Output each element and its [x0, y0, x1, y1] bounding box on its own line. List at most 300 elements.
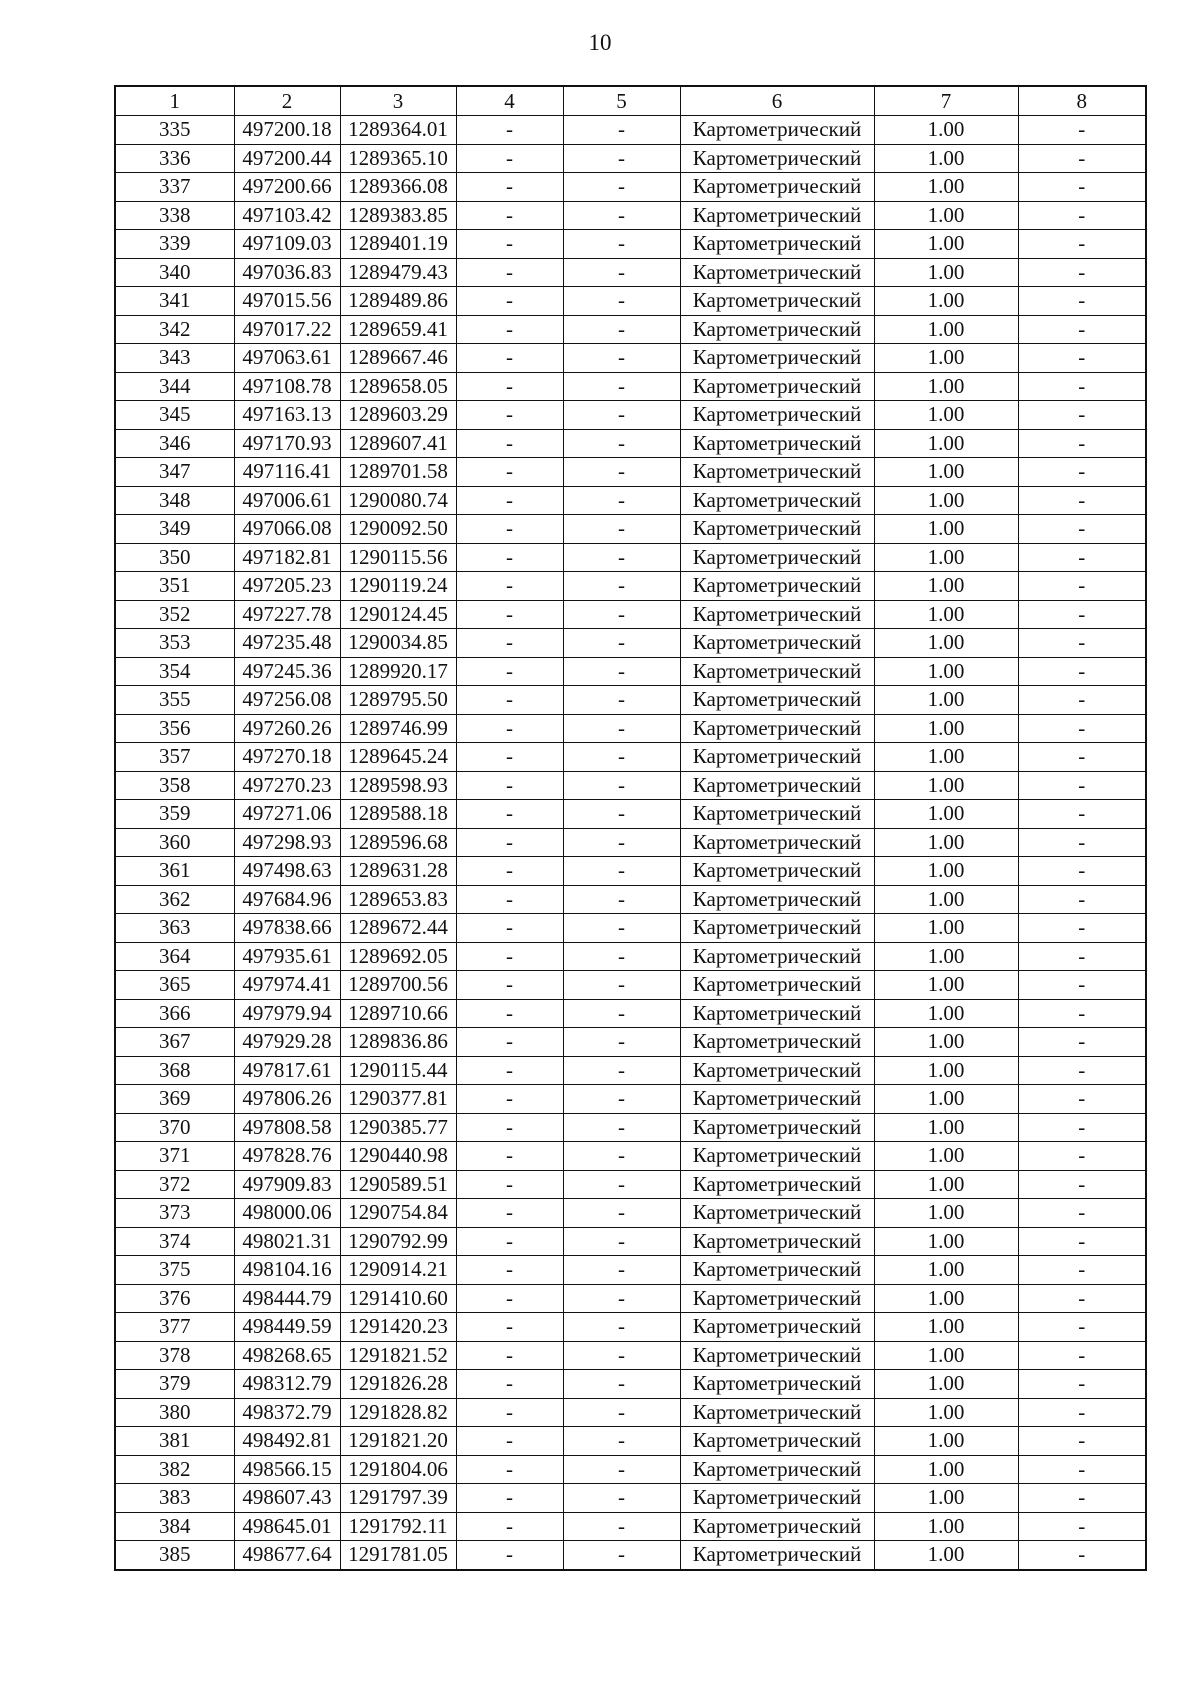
method-cell: Картометрический — [680, 743, 874, 772]
col8-cell: - — [1018, 116, 1146, 145]
table-row — [115, 1284, 1146, 1313]
table-row — [115, 1427, 1146, 1456]
col5-cell: - — [563, 971, 680, 1000]
y-coordinate-cell: 1289710.66 — [340, 999, 456, 1028]
method-cell: Картометрический — [680, 1541, 874, 1570]
y-coordinate-cell: 1290092.50 — [340, 515, 456, 544]
accuracy-cell: 1.00 — [874, 828, 1018, 857]
x-coordinate-cell: 497909.83 — [234, 1170, 340, 1199]
accuracy-cell: 1.00 — [874, 116, 1018, 145]
method-cell: Картометрический — [680, 1370, 874, 1399]
table-row — [115, 1227, 1146, 1256]
col4-cell: - — [456, 1256, 563, 1285]
accuracy-cell: 1.00 — [874, 372, 1018, 401]
x-coordinate-cell: 497270.18 — [234, 743, 340, 772]
col4-cell: - — [456, 572, 563, 601]
x-coordinate-cell: 497684.96 — [234, 885, 340, 914]
col8-cell: - — [1018, 1398, 1146, 1427]
accuracy-cell: 1.00 — [874, 1484, 1018, 1513]
col5-cell: - — [563, 942, 680, 971]
method-cell: Картометрический — [680, 1455, 874, 1484]
col8-cell: - — [1018, 1170, 1146, 1199]
accuracy-cell: 1.00 — [874, 1170, 1018, 1199]
table-row — [115, 1028, 1146, 1057]
x-coordinate-cell: 497935.61 — [234, 942, 340, 971]
x-coordinate-cell: 497170.93 — [234, 429, 340, 458]
column-header-5: 5 — [563, 86, 680, 116]
col4-cell: - — [456, 1199, 563, 1228]
col5-cell: - — [563, 857, 680, 886]
col4-cell: - — [456, 1142, 563, 1171]
col5-cell: - — [563, 401, 680, 430]
col8-cell: - — [1018, 1484, 1146, 1513]
col5-cell: - — [563, 1085, 680, 1114]
y-coordinate-cell: 1290440.98 — [340, 1142, 456, 1171]
y-coordinate-cell: 1291821.52 — [340, 1341, 456, 1370]
table-row — [115, 1256, 1146, 1285]
col8-cell: - — [1018, 144, 1146, 173]
col5-cell: - — [563, 429, 680, 458]
table-row — [115, 771, 1146, 800]
col8-cell: - — [1018, 458, 1146, 487]
table-row — [115, 629, 1146, 658]
x-coordinate-cell: 497828.76 — [234, 1142, 340, 1171]
point-number-cell: 357 — [115, 743, 234, 772]
col4-cell: - — [456, 629, 563, 658]
col4-cell: - — [456, 1227, 563, 1256]
table-row — [115, 201, 1146, 230]
table-row — [115, 1341, 1146, 1370]
accuracy-cell: 1.00 — [874, 144, 1018, 173]
col8-cell: - — [1018, 629, 1146, 658]
col8-cell: - — [1018, 173, 1146, 202]
y-coordinate-cell: 1290754.84 — [340, 1199, 456, 1228]
col5-cell: - — [563, 173, 680, 202]
table-row — [115, 914, 1146, 943]
column-header-3: 3 — [340, 86, 456, 116]
point-number-cell: 335 — [115, 116, 234, 145]
y-coordinate-cell: 1290080.74 — [340, 486, 456, 515]
table-row — [115, 828, 1146, 857]
col5-cell: - — [563, 201, 680, 230]
point-number-cell: 341 — [115, 287, 234, 316]
table-row — [115, 714, 1146, 743]
col8-cell: - — [1018, 1256, 1146, 1285]
accuracy-cell: 1.00 — [874, 657, 1018, 686]
col8-cell: - — [1018, 1085, 1146, 1114]
method-cell: Картометрический — [680, 1142, 874, 1171]
col4-cell: - — [456, 1541, 563, 1570]
table-row — [115, 1170, 1146, 1199]
point-number-cell: 355 — [115, 686, 234, 715]
col8-cell: - — [1018, 1313, 1146, 1342]
method-cell: Картометрический — [680, 486, 874, 515]
method-cell: Картометрический — [680, 857, 874, 886]
x-coordinate-cell: 497838.66 — [234, 914, 340, 943]
col5-cell: - — [563, 1455, 680, 1484]
method-cell: Картометрический — [680, 116, 874, 145]
point-number-cell: 383 — [115, 1484, 234, 1513]
x-coordinate-cell: 498566.15 — [234, 1455, 340, 1484]
x-coordinate-cell: 498444.79 — [234, 1284, 340, 1313]
col5-cell: - — [563, 458, 680, 487]
x-coordinate-cell: 497109.03 — [234, 230, 340, 259]
y-coordinate-cell: 1289659.41 — [340, 315, 456, 344]
col5-cell: - — [563, 686, 680, 715]
accuracy-cell: 1.00 — [874, 1028, 1018, 1057]
method-cell: Картометрический — [680, 1398, 874, 1427]
col5-cell: - — [563, 914, 680, 943]
col8-cell: - — [1018, 1028, 1146, 1057]
col5-cell: - — [563, 1398, 680, 1427]
col4-cell: - — [456, 1028, 563, 1057]
table-row — [115, 1199, 1146, 1228]
point-number-cell: 346 — [115, 429, 234, 458]
accuracy-cell: 1.00 — [874, 971, 1018, 1000]
col4-cell: - — [456, 743, 563, 772]
point-number-cell: 362 — [115, 885, 234, 914]
col5-cell: - — [563, 144, 680, 173]
col5-cell: - — [563, 1142, 680, 1171]
col8-cell: - — [1018, 258, 1146, 287]
method-cell: Картометрический — [680, 885, 874, 914]
col4-cell: - — [456, 372, 563, 401]
method-cell: Картометрический — [680, 914, 874, 943]
x-coordinate-cell: 497006.61 — [234, 486, 340, 515]
method-cell: Картометрический — [680, 1056, 874, 1085]
column-header-6: 6 — [680, 86, 874, 116]
point-number-cell: 369 — [115, 1085, 234, 1114]
col4-cell: - — [456, 486, 563, 515]
accuracy-cell: 1.00 — [874, 344, 1018, 373]
col8-cell: - — [1018, 515, 1146, 544]
y-coordinate-cell: 1289489.86 — [340, 287, 456, 316]
col4-cell: - — [456, 1284, 563, 1313]
accuracy-cell: 1.00 — [874, 629, 1018, 658]
point-number-cell: 342 — [115, 315, 234, 344]
method-cell: Картометрический — [680, 1427, 874, 1456]
col4-cell: - — [456, 999, 563, 1028]
col4-cell: - — [456, 1455, 563, 1484]
col8-cell: - — [1018, 999, 1146, 1028]
table-row — [115, 458, 1146, 487]
col8-cell: - — [1018, 344, 1146, 373]
table-row — [115, 1142, 1146, 1171]
table-row — [115, 116, 1146, 145]
y-coordinate-cell: 1290124.45 — [340, 600, 456, 629]
accuracy-cell: 1.00 — [874, 1370, 1018, 1399]
column-header-8: 8 — [1018, 86, 1146, 116]
accuracy-cell: 1.00 — [874, 1113, 1018, 1142]
col8-cell: - — [1018, 1455, 1146, 1484]
table-row — [115, 287, 1146, 316]
col4-cell: - — [456, 771, 563, 800]
col8-cell: - — [1018, 800, 1146, 829]
point-number-cell: 378 — [115, 1341, 234, 1370]
col5-cell: - — [563, 344, 680, 373]
table-row — [115, 315, 1146, 344]
col5-cell: - — [563, 1056, 680, 1085]
point-number-cell: 382 — [115, 1455, 234, 1484]
point-number-cell: 344 — [115, 372, 234, 401]
method-cell: Картометрический — [680, 999, 874, 1028]
col5-cell: - — [563, 1199, 680, 1228]
point-number-cell: 337 — [115, 173, 234, 202]
col5-cell: - — [563, 1313, 680, 1342]
point-number-cell: 340 — [115, 258, 234, 287]
col5-cell: - — [563, 771, 680, 800]
x-coordinate-cell: 497806.26 — [234, 1085, 340, 1114]
table-body — [115, 116, 1146, 1570]
point-number-cell: 338 — [115, 201, 234, 230]
col5-cell: - — [563, 287, 680, 316]
accuracy-cell: 1.00 — [874, 1541, 1018, 1570]
col5-cell: - — [563, 1541, 680, 1570]
point-number-cell: 371 — [115, 1142, 234, 1171]
col5-cell: - — [563, 258, 680, 287]
x-coordinate-cell: 497808.58 — [234, 1113, 340, 1142]
point-number-cell: 356 — [115, 714, 234, 743]
col4-cell: - — [456, 800, 563, 829]
table-row — [115, 1541, 1146, 1570]
col8-cell: - — [1018, 1512, 1146, 1541]
point-number-cell: 377 — [115, 1313, 234, 1342]
table-row — [115, 1484, 1146, 1513]
y-coordinate-cell: 1291420.23 — [340, 1313, 456, 1342]
col4-cell: - — [456, 287, 563, 316]
col4-cell: - — [456, 1512, 563, 1541]
table-row — [115, 971, 1146, 1000]
y-coordinate-cell: 1291792.11 — [340, 1512, 456, 1541]
y-coordinate-cell: 1289645.24 — [340, 743, 456, 772]
col8-cell: - — [1018, 771, 1146, 800]
x-coordinate-cell: 497235.48 — [234, 629, 340, 658]
col8-cell: - — [1018, 1199, 1146, 1228]
accuracy-cell: 1.00 — [874, 885, 1018, 914]
col4-cell: - — [456, 315, 563, 344]
col8-cell: - — [1018, 1142, 1146, 1171]
y-coordinate-cell: 1289383.85 — [340, 201, 456, 230]
accuracy-cell: 1.00 — [874, 1256, 1018, 1285]
x-coordinate-cell: 497227.78 — [234, 600, 340, 629]
method-cell: Картометрический — [680, 287, 874, 316]
point-number-cell: 350 — [115, 543, 234, 572]
y-coordinate-cell: 1289401.19 — [340, 230, 456, 259]
col5-cell: - — [563, 743, 680, 772]
column-header-7: 7 — [874, 86, 1018, 116]
point-number-cell: 379 — [115, 1370, 234, 1399]
point-number-cell: 363 — [115, 914, 234, 943]
point-number-cell: 339 — [115, 230, 234, 259]
accuracy-cell: 1.00 — [874, 201, 1018, 230]
y-coordinate-cell: 1290792.99 — [340, 1227, 456, 1256]
col4-cell: - — [456, 144, 563, 173]
y-coordinate-cell: 1289667.46 — [340, 344, 456, 373]
col5-cell: - — [563, 629, 680, 658]
accuracy-cell: 1.00 — [874, 458, 1018, 487]
col5-cell: - — [563, 828, 680, 857]
accuracy-cell: 1.00 — [874, 771, 1018, 800]
col5-cell: - — [563, 1170, 680, 1199]
method-cell: Картометрический — [680, 1284, 874, 1313]
col8-cell: - — [1018, 572, 1146, 601]
x-coordinate-cell: 497063.61 — [234, 344, 340, 373]
col5-cell: - — [563, 1227, 680, 1256]
table-row — [115, 372, 1146, 401]
col4-cell: - — [456, 344, 563, 373]
col8-cell: - — [1018, 657, 1146, 686]
x-coordinate-cell: 497200.66 — [234, 173, 340, 202]
col8-cell: - — [1018, 401, 1146, 430]
table-row — [115, 1370, 1146, 1399]
y-coordinate-cell: 1289365.10 — [340, 144, 456, 173]
x-coordinate-cell: 497200.18 — [234, 116, 340, 145]
table-row — [115, 258, 1146, 287]
table-row — [115, 173, 1146, 202]
y-coordinate-cell: 1289701.58 — [340, 458, 456, 487]
x-coordinate-cell: 497015.56 — [234, 287, 340, 316]
y-coordinate-cell: 1289836.86 — [340, 1028, 456, 1057]
method-cell: Картометрический — [680, 458, 874, 487]
col4-cell: - — [456, 258, 563, 287]
col4-cell: - — [456, 1398, 563, 1427]
point-number-cell: 336 — [115, 144, 234, 173]
col4-cell: - — [456, 515, 563, 544]
x-coordinate-cell: 497108.78 — [234, 372, 340, 401]
col5-cell: - — [563, 600, 680, 629]
method-cell: Картометрический — [680, 1256, 874, 1285]
accuracy-cell: 1.00 — [874, 230, 1018, 259]
x-coordinate-cell: 497066.08 — [234, 515, 340, 544]
col5-cell: - — [563, 230, 680, 259]
x-coordinate-cell: 498000.06 — [234, 1199, 340, 1228]
y-coordinate-cell: 1289795.50 — [340, 686, 456, 715]
method-cell: Картометрический — [680, 1484, 874, 1513]
table-row — [115, 429, 1146, 458]
col5-cell: - — [563, 116, 680, 145]
x-coordinate-cell: 497498.63 — [234, 857, 340, 886]
point-number-cell: 348 — [115, 486, 234, 515]
col5-cell: - — [563, 885, 680, 914]
y-coordinate-cell: 1291781.05 — [340, 1541, 456, 1570]
col4-cell: - — [456, 201, 563, 230]
col4-cell: - — [456, 458, 563, 487]
table-row — [115, 743, 1146, 772]
x-coordinate-cell: 497817.61 — [234, 1056, 340, 1085]
x-coordinate-cell: 498104.16 — [234, 1256, 340, 1285]
col8-cell: - — [1018, 1056, 1146, 1085]
point-number-cell: 353 — [115, 629, 234, 658]
accuracy-cell: 1.00 — [874, 1142, 1018, 1171]
col4-cell: - — [456, 1427, 563, 1456]
accuracy-cell: 1.00 — [874, 1398, 1018, 1427]
col4-cell: - — [456, 971, 563, 1000]
accuracy-cell: 1.00 — [874, 600, 1018, 629]
col5-cell: - — [563, 1484, 680, 1513]
point-number-cell: 361 — [115, 857, 234, 886]
x-coordinate-cell: 497979.94 — [234, 999, 340, 1028]
method-cell: Картометрический — [680, 657, 874, 686]
col4-cell: - — [456, 543, 563, 572]
col4-cell: - — [456, 1313, 563, 1342]
point-number-cell: 352 — [115, 600, 234, 629]
col5-cell: - — [563, 999, 680, 1028]
table-row — [115, 515, 1146, 544]
col8-cell: - — [1018, 686, 1146, 715]
col8-cell: - — [1018, 828, 1146, 857]
accuracy-cell: 1.00 — [874, 857, 1018, 886]
col4-cell: - — [456, 942, 563, 971]
accuracy-cell: 1.00 — [874, 743, 1018, 772]
x-coordinate-cell: 498268.65 — [234, 1341, 340, 1370]
y-coordinate-cell: 1291797.39 — [340, 1484, 456, 1513]
table-row — [115, 401, 1146, 430]
method-cell: Картометрический — [680, 1113, 874, 1142]
point-number-cell: 372 — [115, 1170, 234, 1199]
y-coordinate-cell: 1289479.43 — [340, 258, 456, 287]
point-number-cell: 373 — [115, 1199, 234, 1228]
method-cell: Картометрический — [680, 771, 874, 800]
col8-cell: - — [1018, 743, 1146, 772]
table-row — [115, 857, 1146, 886]
point-number-cell: 375 — [115, 1256, 234, 1285]
method-cell: Картометрический — [680, 1028, 874, 1057]
accuracy-cell: 1.00 — [874, 1455, 1018, 1484]
column-header-4: 4 — [456, 86, 563, 116]
point-number-cell: 376 — [115, 1284, 234, 1313]
point-number-cell: 380 — [115, 1398, 234, 1427]
y-coordinate-cell: 1289746.99 — [340, 714, 456, 743]
point-number-cell: 385 — [115, 1541, 234, 1570]
col4-cell: - — [456, 1341, 563, 1370]
y-coordinate-cell: 1291410.60 — [340, 1284, 456, 1313]
col5-cell: - — [563, 515, 680, 544]
accuracy-cell: 1.00 — [874, 1427, 1018, 1456]
point-number-cell: 359 — [115, 800, 234, 829]
accuracy-cell: 1.00 — [874, 942, 1018, 971]
table-row — [115, 1056, 1146, 1085]
accuracy-cell: 1.00 — [874, 999, 1018, 1028]
point-number-cell: 381 — [115, 1427, 234, 1456]
col5-cell: - — [563, 1370, 680, 1399]
accuracy-cell: 1.00 — [874, 1199, 1018, 1228]
y-coordinate-cell: 1289631.28 — [340, 857, 456, 886]
accuracy-cell: 1.00 — [874, 401, 1018, 430]
y-coordinate-cell: 1289366.08 — [340, 173, 456, 202]
col4-cell: - — [456, 914, 563, 943]
accuracy-cell: 1.00 — [874, 1341, 1018, 1370]
x-coordinate-cell: 498021.31 — [234, 1227, 340, 1256]
y-coordinate-cell: 1289607.41 — [340, 429, 456, 458]
table-row — [115, 1313, 1146, 1342]
y-coordinate-cell: 1290119.24 — [340, 572, 456, 601]
method-cell: Картометрический — [680, 230, 874, 259]
col8-cell: - — [1018, 1541, 1146, 1570]
method-cell: Картометрический — [680, 828, 874, 857]
col8-cell: - — [1018, 287, 1146, 316]
point-number-cell: 368 — [115, 1056, 234, 1085]
col5-cell: - — [563, 1256, 680, 1285]
y-coordinate-cell: 1289596.68 — [340, 828, 456, 857]
method-cell: Картометрический — [680, 629, 874, 658]
col5-cell: - — [563, 1284, 680, 1313]
col5-cell: - — [563, 1341, 680, 1370]
x-coordinate-cell: 497182.81 — [234, 543, 340, 572]
x-coordinate-cell: 498607.43 — [234, 1484, 340, 1513]
col8-cell: - — [1018, 1427, 1146, 1456]
y-coordinate-cell: 1291828.82 — [340, 1398, 456, 1427]
col5-cell: - — [563, 572, 680, 601]
